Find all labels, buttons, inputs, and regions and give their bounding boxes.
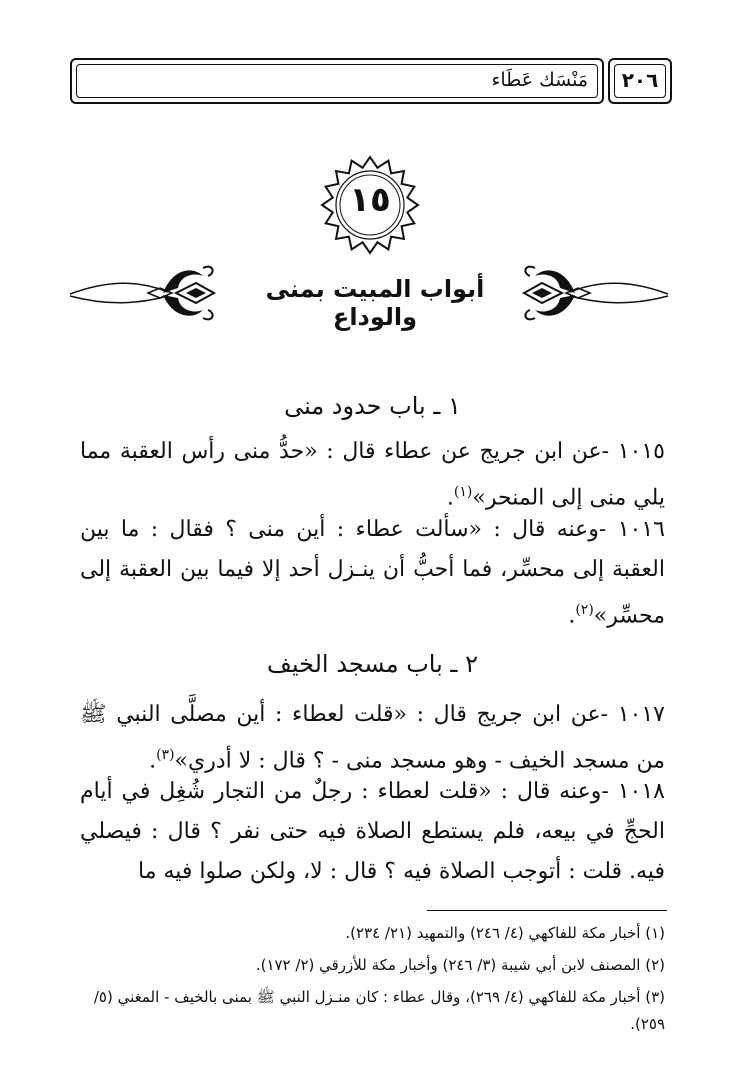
section-heading: ١ ـ باب حدود منى: [284, 392, 461, 420]
footnote: (١) أخبار مكة للفاكهي (٤/ ٢٤٦) والتمهيد (٢١/ ٢٣٤).: [345, 924, 665, 942]
section-heading: ٢ ـ باب مسجد الخيف: [267, 650, 478, 678]
footnote-marker: (٢): [575, 602, 594, 618]
chapter-title: أبواب المبيت بمنى والوداع: [265, 275, 485, 331]
hadith-text: ١٠١٧ -عن ابن جريج قال : «قلت لعطاء : أين مصلَّى النبي ﷺ من مسجد الخيف - وهو مسجد منى - ؟ قال : لا أدري»: [80, 702, 665, 774]
hadith-paragraph: [80, 510, 665, 636]
left-ornament-icon: [68, 258, 218, 328]
chapter-number: ١٥: [349, 180, 391, 220]
footnote-marker: (٣): [156, 747, 175, 763]
right-ornament-icon: [520, 258, 670, 328]
sentence-end: .: [568, 603, 576, 629]
page-number-frame: [608, 58, 672, 104]
page-number: ٢٠٦: [621, 68, 659, 92]
hadith-paragraph: [80, 432, 665, 518]
hadith-text: ١٠١٦ -وعنه قال : «سألت عطاء : أين منى ؟ فقال : ما بين العقبة إلى محسِّر، فما أحبُّ أن ينـزل أحد إلا فيما بين العقبة إلى محسِّر»: [80, 517, 665, 629]
footnote: (٢) المصنف لابن أبي شيبة (٣/ ٢٤٦) وأخبار مكة للأزرقي (٢/ ١٧٢).: [255, 956, 665, 974]
footnote: (٣) أخبار مكة للفاكهي (٤/ ٢٦٩)، وقال عطاء : كان منـزل النبي ﷺ بمنى بالخيف - المغني (٥/ ٢٥٩).: [93, 988, 665, 1033]
hadith-text: ١٠١٥ -عن ابن جريج عن عطاء قال : «حدُّ منى رأس العقبة مما يلي منى إلى المنحر»: [80, 439, 665, 511]
sentence-end: .: [446, 485, 454, 511]
hadith-text: ١٠١٨ -وعنه قال : «قلت لعطاء : رجلٌ من التجار شُغِل في أيام الحجِّ في بيعه، فلم يستطع الصلاة فيه حتى نفر ؟ قال : فيصلي فيه. قلت : أتوجب الصلاة فيه ؟ قال : لا، ولكن صلوا فيه ما: [80, 779, 665, 884]
hadith-paragraph: [80, 772, 665, 892]
footnote-separator: [427, 910, 667, 911]
running-header-title: مَنْسَك عَطَاء: [491, 69, 588, 91]
running-header-frame: [70, 58, 604, 104]
footnote-marker: (١): [453, 484, 473, 500]
hadith-paragraph: [80, 695, 665, 781]
sentence-end: .: [149, 748, 157, 774]
